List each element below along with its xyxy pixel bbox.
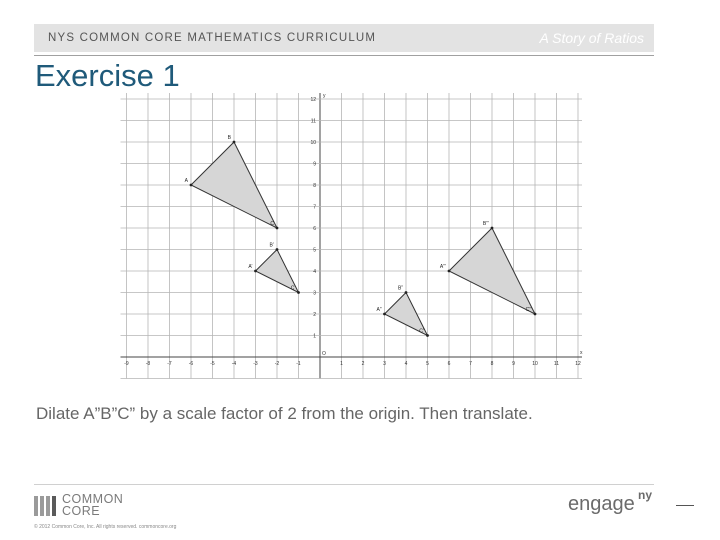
vertex-label: A — [184, 178, 188, 184]
x-tick-label: -6 — [188, 361, 194, 367]
vertex-label: B”’ — [482, 221, 489, 227]
copyright-notice: © 2012 Common Core, Inc. All rights reserved. commoncore.org — [34, 524, 177, 530]
x-tick-label: -2 — [274, 361, 280, 367]
vertex-point — [276, 248, 279, 251]
vertex-label: A” — [376, 307, 382, 313]
slide-title: Exercise 1 — [35, 58, 180, 93]
vertex-label: A”’ — [439, 264, 446, 270]
x-tick-label: 8 — [490, 361, 494, 367]
x-tick-label: 12 — [575, 361, 581, 367]
x-tick-label: 5 — [426, 361, 429, 367]
x-tick-label: -8 — [145, 361, 151, 367]
logo-line-1: COMMON — [62, 492, 124, 506]
x-tick-label: -1 — [296, 361, 301, 367]
x-tick-label: -4 — [231, 361, 237, 367]
y-tick-label: 9 — [313, 161, 316, 168]
y-tick-label: 12 — [310, 97, 316, 103]
vertex-point — [448, 270, 451, 273]
vertex-point — [276, 227, 279, 230]
y-tick-label: 5 — [313, 247, 316, 254]
y-tick-label: 3 — [313, 290, 316, 297]
x-axis-label: x — [580, 350, 583, 356]
x-tick-label: 1 — [340, 361, 343, 367]
y-axis-label: y — [323, 93, 326, 99]
x-tick-label: -5 — [210, 361, 215, 367]
origin-label: O — [322, 351, 326, 357]
vertex-point — [190, 184, 193, 187]
x-tick-label: 10 — [532, 361, 538, 367]
y-tick-label: 6 — [313, 226, 316, 232]
vertex-label: B — [227, 135, 231, 141]
exercise-instruction: Dilate A”B”C” by a scale factor of 2 from the origin. Then translate. — [36, 404, 533, 423]
y-tick-label: 7 — [313, 204, 316, 211]
vertex-point — [297, 291, 300, 294]
x-tick-label: -7 — [167, 361, 172, 367]
vertex-label: C — [270, 221, 274, 227]
common-core-logo — [34, 492, 134, 518]
y-tick-label: 10 — [310, 140, 316, 146]
y-tick-label: 11 — [310, 118, 316, 125]
page-marker — [676, 505, 694, 506]
vertex-point — [254, 270, 257, 273]
footer-divider — [34, 484, 654, 485]
vertex-label: C” — [419, 328, 425, 335]
y-tick-label: 2 — [313, 312, 316, 318]
x-tick-label: 11 — [553, 361, 560, 367]
x-tick-label: 4 — [404, 361, 408, 367]
x-tick-label: 2 — [361, 361, 365, 367]
engageny-logo-sup: ny — [638, 488, 653, 502]
vertex-label: A’ — [248, 264, 253, 270]
vertex-point — [233, 141, 236, 144]
y-tick-label: 4 — [313, 269, 316, 275]
engageny-logo: engage — [568, 493, 635, 515]
vertex-label: B” — [398, 285, 403, 292]
vertex-point — [405, 291, 408, 294]
x-tick-label: -9 — [124, 361, 129, 367]
vertex-label: C”’ — [525, 307, 532, 313]
x-tick-label: 7 — [469, 361, 472, 367]
x-tick-label: 6 — [447, 361, 451, 367]
y-tick-label: 1 — [313, 333, 316, 340]
y-tick-label: 8 — [313, 183, 316, 189]
vertex-point — [491, 227, 494, 230]
vertex-label: B’ — [269, 242, 274, 249]
x-tick-label: -3 — [253, 361, 258, 367]
module-title: A Story of Ratios — [539, 30, 644, 46]
curriculum-label: NYS COMMON CORE MATHEMATICS CURRICULUM — [48, 32, 377, 44]
vertex-point — [534, 313, 537, 316]
vertex-point — [426, 334, 429, 337]
x-tick-label: 3 — [383, 361, 386, 367]
vertex-label: C’ — [290, 285, 296, 292]
vertex-point — [383, 313, 386, 316]
logo-line-2: CORE — [62, 504, 101, 518]
common-core-logo-mark — [34, 496, 58, 516]
x-tick-label: 9 — [512, 361, 515, 367]
common-core-wordmark — [62, 493, 123, 517]
